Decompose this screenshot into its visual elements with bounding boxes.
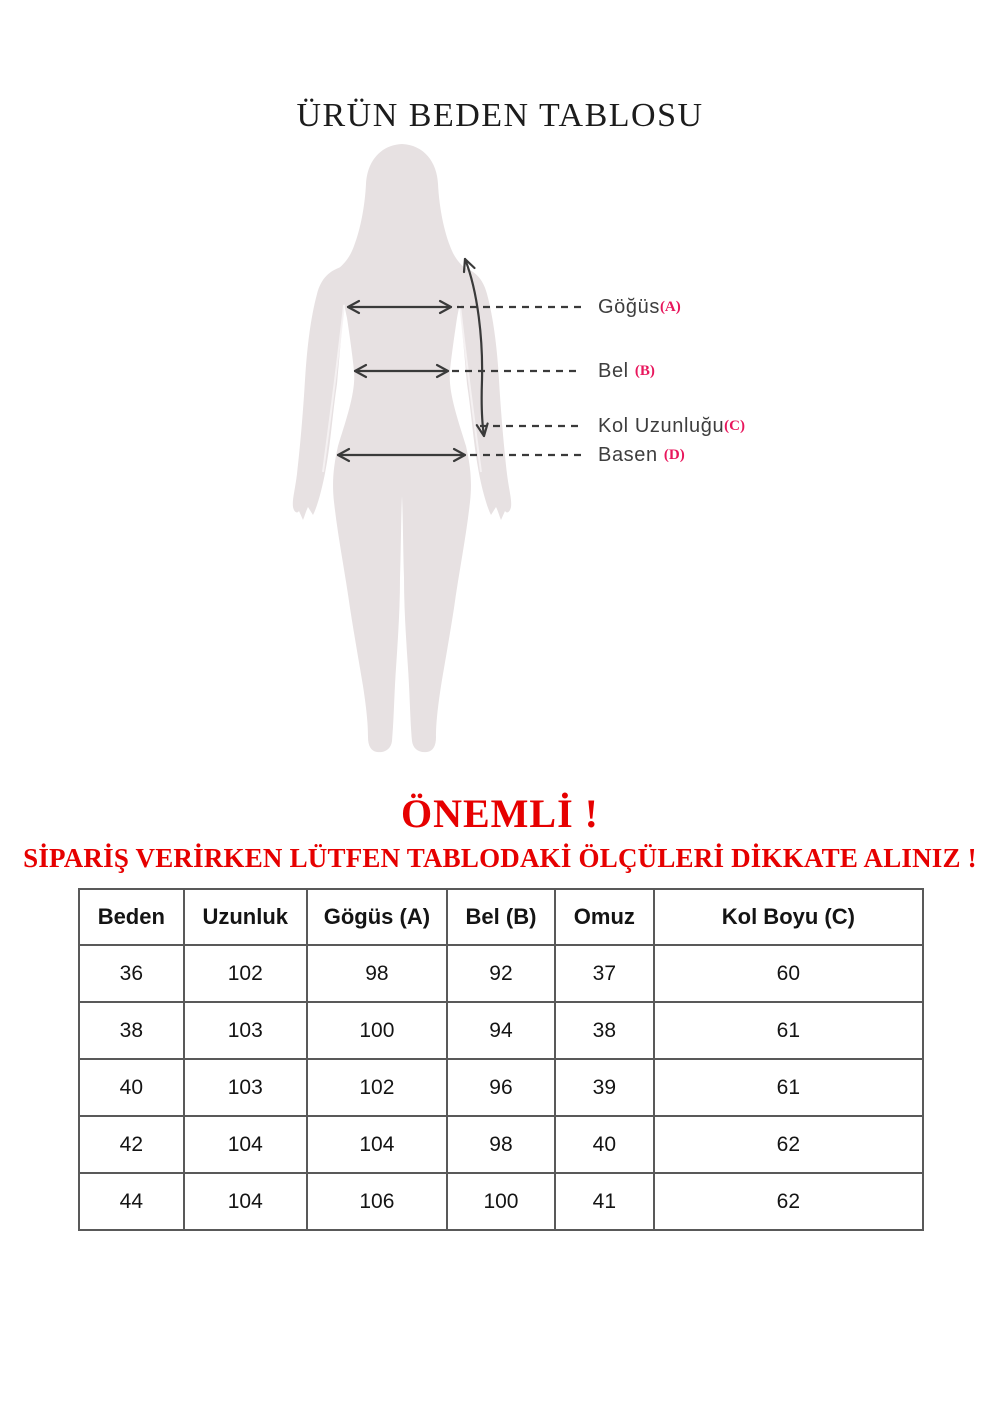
cell: 39 xyxy=(555,1059,654,1116)
arm-length-label-letter: (C) xyxy=(724,418,745,434)
cell: 98 xyxy=(307,945,447,1002)
header-gogus: Gögüs (A) xyxy=(307,889,447,945)
chest-label xyxy=(598,296,681,318)
cell: 62 xyxy=(654,1116,923,1173)
arm-length-label-text: Kol Uzunluğu xyxy=(598,415,725,437)
header-kol-boyu: Kol Boyu (C) xyxy=(654,889,923,945)
header-uzunluk: Uzunluk xyxy=(184,889,307,945)
cell: 100 xyxy=(447,1173,555,1230)
cell: 37 xyxy=(555,945,654,1002)
waist-label-letter: (B) xyxy=(634,363,655,379)
hip-label-letter: (D) xyxy=(663,447,685,463)
waist-label xyxy=(598,360,655,382)
table-row-size-44 xyxy=(79,1173,923,1230)
cell: 102 xyxy=(184,945,307,1002)
cell: 40 xyxy=(555,1116,654,1173)
cell: 62 xyxy=(654,1173,923,1230)
cell: 61 xyxy=(654,1059,923,1116)
cell: 38 xyxy=(555,1002,654,1059)
cell: 92 xyxy=(447,945,555,1002)
cell: 103 xyxy=(184,1059,307,1116)
header-bel: Bel (B) xyxy=(447,889,555,945)
cell: 102 xyxy=(307,1059,447,1116)
cell: 60 xyxy=(654,945,923,1002)
cell: 100 xyxy=(307,1002,447,1059)
size-table xyxy=(78,888,924,1231)
table-row-size-40 xyxy=(79,1059,923,1116)
silhouette-head xyxy=(338,144,466,276)
table-row-size-38 xyxy=(79,1002,923,1059)
cell: 61 xyxy=(654,1002,923,1059)
cell: 41 xyxy=(555,1173,654,1230)
cell: 103 xyxy=(184,1002,307,1059)
cell: 104 xyxy=(184,1116,307,1173)
chest-label-letter: (A) xyxy=(659,299,681,315)
warning-subheading: SİPARİŞ VERİRKEN LÜTFEN TABLODAKİ ÖLÇÜLERİ DİKKATE ALINIZ ! xyxy=(23,843,977,873)
cell: 38 xyxy=(79,1002,184,1059)
hip-label-text: Basen xyxy=(598,444,664,466)
header-omuz: Omuz xyxy=(555,889,654,945)
table-row-size-42 xyxy=(79,1116,923,1173)
cell: 42 xyxy=(79,1116,184,1173)
hip-label xyxy=(598,444,685,466)
cell: 104 xyxy=(307,1116,447,1173)
cell: 44 xyxy=(79,1173,184,1230)
cell: 40 xyxy=(79,1059,184,1116)
warning-heading: ÖNEMLİ ! xyxy=(401,791,599,836)
cell: 36 xyxy=(79,945,184,1002)
cell: 98 xyxy=(447,1116,555,1173)
table-row-size-36 xyxy=(79,945,923,1002)
size-table-header-row xyxy=(79,889,923,945)
waist-label-text: Bel xyxy=(598,360,635,382)
chest-label-text: Göğüs xyxy=(598,296,660,318)
cell: 96 xyxy=(447,1059,555,1116)
arm-length-label xyxy=(598,415,745,437)
silhouette-torso-legs xyxy=(333,268,471,752)
page-title: ÜRÜN BEDEN TABLOSU xyxy=(296,96,704,134)
cell: 104 xyxy=(184,1173,307,1230)
header-beden: Beden xyxy=(79,889,184,945)
cell: 94 xyxy=(447,1002,555,1059)
cell: 106 xyxy=(307,1173,447,1230)
